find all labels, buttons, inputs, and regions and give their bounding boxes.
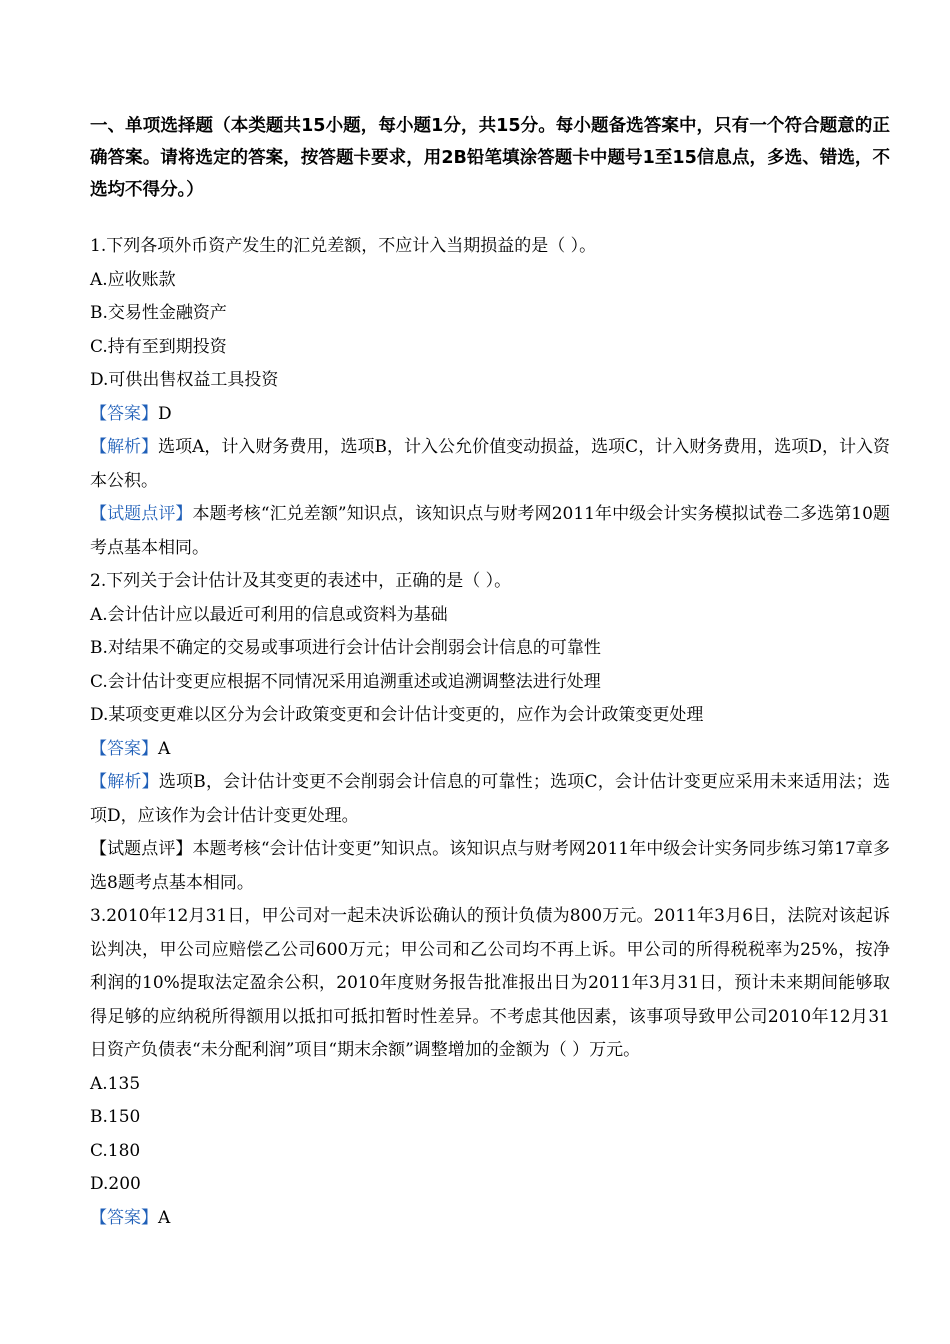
review-text: 本题考核“汇兑差额”知识点，该知识点与财考网2011年中级会计实务模拟试卷二多选第10题考点基本相同。 <box>90 504 890 558</box>
review-line <box>90 498 890 565</box>
option: C.180 <box>90 1140 141 1161</box>
option: B.150 <box>90 1107 141 1127</box>
question-2 <box>90 565 890 900</box>
question-stem: 3.2010年12月31日，甲公司对一起未决诉讼确认的预计负债为800万元。2011年3月6日，法院对该起诉讼判决，甲公司应赔偿乙公司600万元；甲公司和乙公司均不再上诉。甲公司的所得税税率为25%，按净利润的10%提取法定盈余公积，2010年度财务报告批准报出日为2011年3月31日，预计未来期间能够取得足够的应纳税所得额用以抵扣可抵扣暂时性差异。不考虑其他因素，该事项导致甲公司2010年12月31日资产负债表“未分配利润”项目“期末余额”调整增加的金额为（ ）万元。 <box>90 906 890 1060</box>
answer-value: D <box>158 403 172 424</box>
option: B.对结果不确定的交易或事项进行会计估计会削弱会计信息的可靠性 <box>90 638 601 658</box>
option: D.200 <box>90 1174 141 1194</box>
section-heading: 一、单项选择题（本类题共15小题，每小题1分，共15分。每小题备选答案中，只有一个符合题意的正确答案。请将选定的答案，按答题卡要求，用2B铅笔填涂答题卡中题号1至15信息点，多选、错选，不选均不得分。） <box>90 116 890 200</box>
option: C.会计估计变更应根据不同情况采用追溯重述或追溯调整法进行处理 <box>90 671 601 692</box>
review-tag: 【试题点评】 <box>90 504 193 524</box>
answer-line <box>90 398 890 432</box>
analysis-text: 选项A，计入财务费用，选项B，计入公允价值变动损益，选项C，计入财务费用，选项D，计入资本公积。 <box>90 437 891 491</box>
analysis-line <box>90 431 890 498</box>
answer-line <box>90 1202 890 1236</box>
answer-tag: 【答案】 <box>90 1207 158 1228</box>
review-text: 本题考核“会计估计变更”知识点。该知识点与财考网2011年中级会计实务同步练习第17章多选8题考点基本相同。 <box>90 839 890 893</box>
analysis-tag: 【解析】 <box>90 437 159 457</box>
analysis-line <box>90 766 890 833</box>
answer-value: A <box>158 738 171 759</box>
option: A.会计估计应以最近可利用的信息或资料为基础 <box>90 604 448 625</box>
option: B.交易性金融资产 <box>90 303 227 323</box>
question-3 <box>90 900 890 1235</box>
document-page <box>90 110 890 1235</box>
answer-line <box>90 733 890 767</box>
review-line <box>90 833 890 900</box>
question-stem: 2.下列关于会计估计及其变更的表述中，正确的是（ ）。 <box>90 571 512 591</box>
analysis-tag: 【解析】 <box>90 772 159 792</box>
option: A.135 <box>90 1073 141 1094</box>
option: A.应收账款 <box>90 269 176 290</box>
analysis-text: 选项B，会计估计变更不会削弱会计信息的可靠性；选项C，会计估计变更应采用未来适用法；选项D，应该作为会计估计变更处理。 <box>90 772 891 826</box>
question-1 <box>90 230 890 565</box>
option: D.某项变更难以区分为会计政策变更和会计估计变更的，应作为会计政策变更处理 <box>90 705 704 725</box>
option: C.持有至到期投资 <box>90 336 227 357</box>
question-stem: 1.下列各项外币资产发生的汇兑差额，不应计入当期损益的是（ ）。 <box>90 236 597 256</box>
answer-tag: 【答案】 <box>90 403 158 424</box>
option: D.可供出售权益工具投资 <box>90 370 279 390</box>
review-tag: 【试题点评】 <box>90 839 193 859</box>
answer-tag: 【答案】 <box>90 738 158 759</box>
answer-value: A <box>158 1207 171 1228</box>
